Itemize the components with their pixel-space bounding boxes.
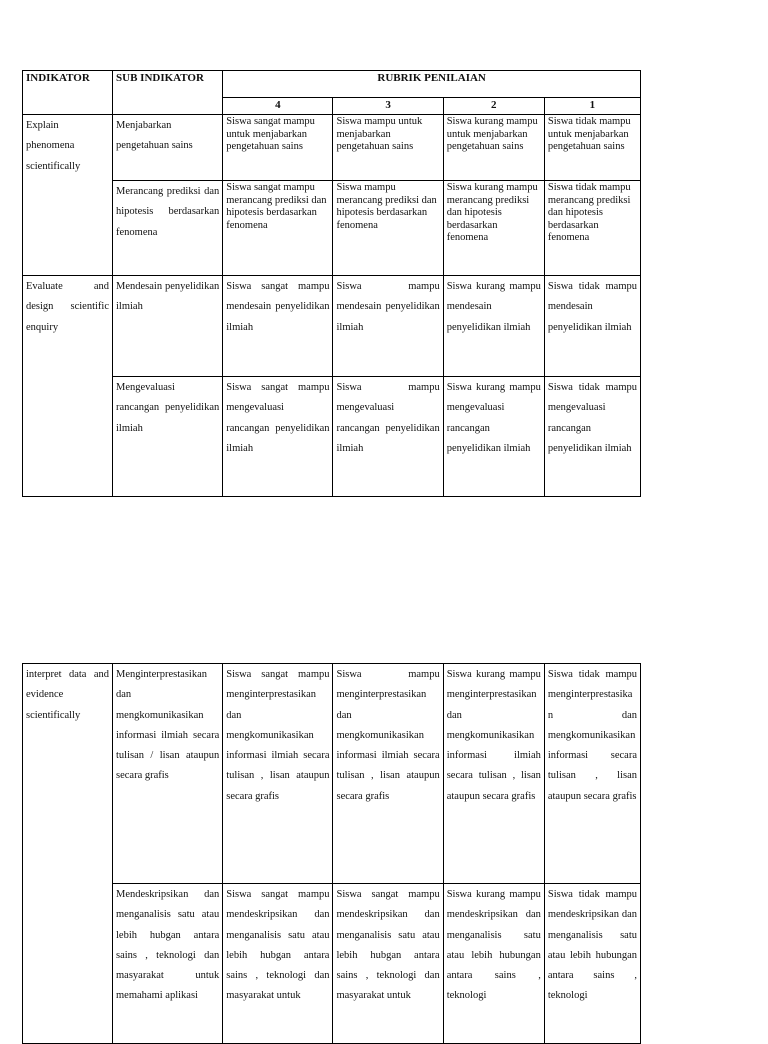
header-sub-indikator: SUB INDIKATOR xyxy=(113,71,223,115)
score-cell: Siswa kurang mampu mendeskripsikan dan menganalisis satu atau lebih hubungan antara sains , teknologi xyxy=(443,884,544,1044)
table-row xyxy=(23,181,641,276)
score-cell: Siswa kurang mampu mengevaluasi rancangan penyelidikan ilmiah xyxy=(443,377,544,497)
sub-indikator-cell: Mendeskripsikan dan menganalisis satu atau lebih hubgan antara sains , teknologi dan masyarakat untuk memahami aplikasi xyxy=(113,884,223,1044)
table-row xyxy=(23,377,641,497)
score-cell: Siswa mampu mendesain penyelidikan ilmiah xyxy=(333,276,443,377)
score-cell: Siswa sangat mampu mendeskripsikan dan menganalisis satu atau lebih hubgan antara sains , teknologi dan masyarakat untuk xyxy=(223,884,333,1044)
score-cell: Siswa mampu mengevaluasi rancangan penyelidikan ilmiah xyxy=(333,377,443,497)
score-cell: Siswa tidak mampu merancang prediksi dan hipotesis berdasarkan fenomena xyxy=(544,181,640,276)
score-cell: Siswa sangat mampu mendeskripsikan dan menganalisis satu atau lebih hubgan antara sains , teknologi dan masyarakat untuk xyxy=(333,884,443,1044)
table-row xyxy=(23,115,641,181)
score-cell: Siswa tidak mampu mengevaluasi rancangan penyelidikan ilmiah xyxy=(544,377,640,497)
sub-indikator-cell: Menjabarkan pengetahuan sains xyxy=(113,115,223,181)
score-cell: Siswa sangat mampu mengevaluasi rancangan penyelidikan ilmiah xyxy=(223,377,333,497)
header-score-3: 3 xyxy=(333,98,443,115)
rubric-table-1 xyxy=(22,70,641,497)
score-cell: Siswa kurang mampu merancang prediksi dan hipotesis berdasarkan fenomena xyxy=(443,181,544,276)
score-cell: Siswa tidak mampu mendesain penyelidikan ilmiah xyxy=(544,276,640,377)
score-cell: Siswa sangat mampu untuk menjabarkan pengetahuan sains xyxy=(223,115,333,181)
header-score-2: 2 xyxy=(443,98,544,115)
header-indikator: INDIKATOR xyxy=(23,71,113,115)
header-score-1: 1 xyxy=(544,98,640,115)
score-cell: Siswa tidak mampu untuk menjabarkan pengetahuan sains xyxy=(544,115,640,181)
sub-indikator-cell: Merancang prediksi dan hipotesis berdasarkan fenomena xyxy=(113,181,223,276)
table-row xyxy=(23,884,641,1044)
score-cell: Siswa kurang mampu mendesain penyelidikan ilmiah xyxy=(443,276,544,377)
score-cell: Siswa sangat mampu mendesain penyelidikan ilmiah xyxy=(223,276,333,377)
header-rubrik-penilaian: RUBRIK PENILAIAN xyxy=(223,71,641,98)
score-cell: Siswa tidak mampu menginterprestasikan dan mengkomunikasikan informasi secara tulisan , lisan ataupun secara grafis xyxy=(544,664,640,884)
rubric-table-2 xyxy=(22,663,641,1044)
table-row xyxy=(23,664,641,884)
score-cell: Siswa sangat mampu merancang prediksi dan hipotesis berdasarkan fenomena xyxy=(223,181,333,276)
indikator-cell: Evaluate and design scientific enquiry xyxy=(23,276,113,497)
score-cell: Siswa kurang mampu untuk menjabarkan pengetahuan sains xyxy=(443,115,544,181)
indikator-cell: interpret data and evidence scientifically xyxy=(23,664,113,1044)
score-cell: Siswa kurang mampu menginterprestasikan dan mengkomunikasikan informasi ilmiah secara tulisan , lisan ataupun secara grafis xyxy=(443,664,544,884)
score-cell: Siswa sangat mampu menginterprestasikan dan mengkomunikasikan informasi ilmiah secara tulisan , lisan ataupun secara grafis xyxy=(223,664,333,884)
score-cell: Siswa mampu merancang prediksi dan hipotesis berdasarkan fenomena xyxy=(333,181,443,276)
sub-indikator-cell: Menginterprestasikan dan mengkomunikasikan informasi ilmiah secara tulisan / lisan ataupun secara grafis xyxy=(113,664,223,884)
sub-indikator-cell: Mendesain penyelidikan ilmiah xyxy=(113,276,223,377)
score-cell: Siswa mampu menginterprestasikan dan mengkomunikasikan informasi ilmiah secara tulisan , lisan ataupun secara grafis xyxy=(333,664,443,884)
table-row xyxy=(23,276,641,377)
sub-indikator-cell: Mengevaluasi rancangan penyelidikan ilmiah xyxy=(113,377,223,497)
score-cell: Siswa tidak mampu mendeskripsikan dan menganalisis satu atau lebih hubungan antara sains , teknologi xyxy=(544,884,640,1044)
score-cell: Siswa mampu untuk menjabarkan pengetahuan sains xyxy=(333,115,443,181)
header-score-4: 4 xyxy=(223,98,333,115)
indikator-cell: Explain phenomena scientifically xyxy=(23,115,113,276)
